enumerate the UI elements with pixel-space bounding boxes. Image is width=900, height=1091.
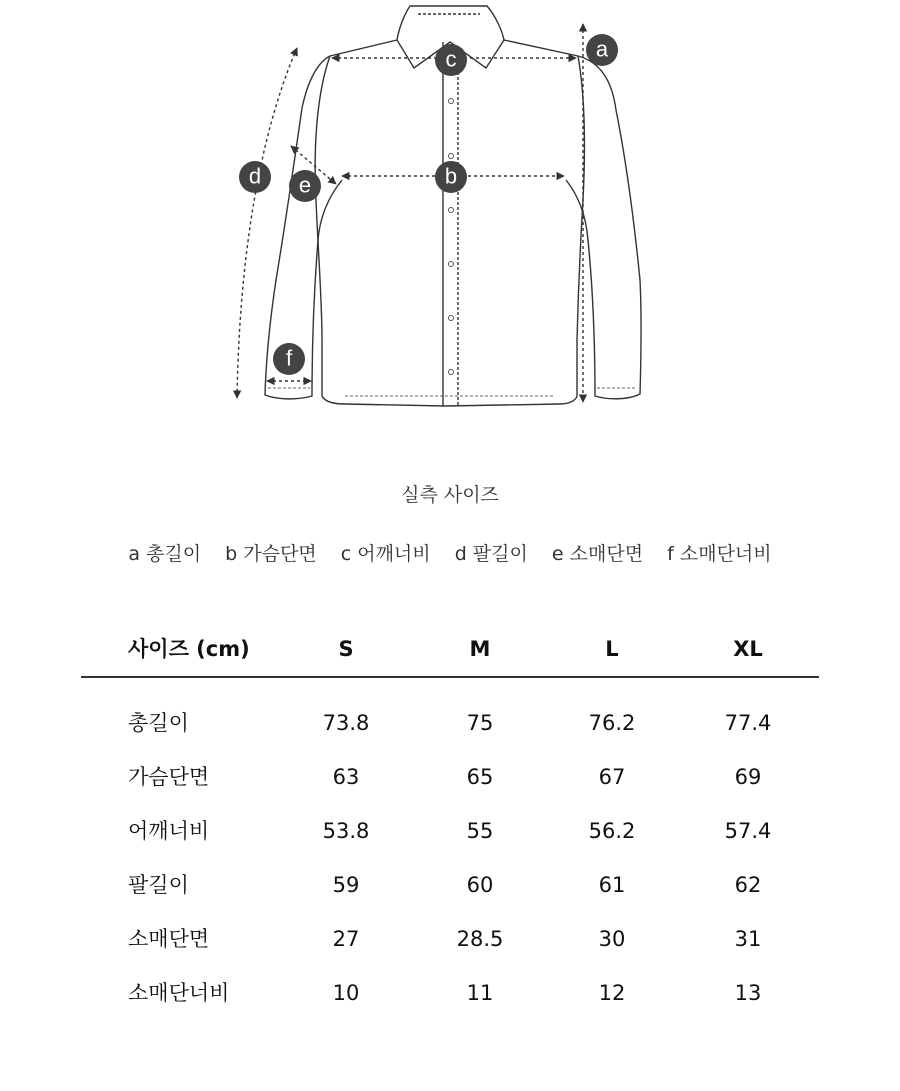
legend-label: 소매단면 <box>569 543 644 565</box>
legend-item-f <box>667 543 772 565</box>
cell-s: 59 <box>332 873 360 897</box>
row-label: 가슴단면 <box>128 765 210 789</box>
row-label: 총길이 <box>128 711 189 735</box>
marker-c-label: c <box>445 46 457 72</box>
table-header-row <box>81 620 819 678</box>
cell-l: 67 <box>598 765 626 789</box>
cell-xl: 57.4 <box>724 819 772 843</box>
table-row <box>81 696 819 750</box>
cell-m: 55 <box>466 819 494 843</box>
legend-item-e <box>552 543 643 565</box>
legend-label: 가슴단면 <box>243 543 317 565</box>
cell-l: 76.2 <box>588 711 636 735</box>
cell-xl: 62 <box>734 873 762 897</box>
legend-key: f <box>667 543 674 565</box>
size-title: 실측 사이즈 <box>401 484 499 506</box>
cell-l: 56.2 <box>588 819 636 843</box>
cell-l: 61 <box>598 873 626 897</box>
shirt-measurement-diagram <box>0 0 900 420</box>
cell-m: 28.5 <box>456 927 504 951</box>
marker-b-label: b <box>444 163 458 189</box>
legend-label: 어깨너비 <box>357 543 431 565</box>
table-row <box>81 804 819 858</box>
marker-a-label: a <box>595 36 609 62</box>
size-table <box>81 620 819 1020</box>
legend-label: 총길이 <box>146 543 202 565</box>
row-label: 소매단면 <box>128 927 210 951</box>
table-row <box>81 750 819 804</box>
cell-l: 12 <box>598 981 626 1005</box>
cell-s: 27 <box>332 927 360 951</box>
row-label: 소매단너비 <box>128 981 230 1005</box>
cell-s: 63 <box>332 765 360 789</box>
cell-m: 65 <box>466 765 494 789</box>
legend-item-c <box>341 543 431 565</box>
shirt-outline <box>315 56 584 406</box>
cell-xl: 13 <box>734 981 762 1005</box>
marker-e-label: e <box>298 172 312 198</box>
header-size-cm: 사이즈 (cm) <box>128 637 250 661</box>
cell-s: 10 <box>332 981 360 1005</box>
table-row <box>81 966 819 1020</box>
row-label: 어깨너비 <box>128 819 210 843</box>
shirt-illustration <box>0 0 900 420</box>
cell-xl: 69 <box>734 765 762 789</box>
cell-xl: 77.4 <box>724 711 772 735</box>
cell-m: 60 <box>466 873 494 897</box>
legend-item-b <box>225 543 317 565</box>
row-label: 팔길이 <box>128 873 189 897</box>
header-l: L <box>605 637 619 661</box>
cell-s: 73.8 <box>322 711 370 735</box>
table-body <box>81 678 819 1020</box>
legend-key: c <box>340 543 352 565</box>
header-m: M <box>469 637 491 661</box>
cell-s: 53.8 <box>322 819 370 843</box>
legend-item-d <box>455 543 528 565</box>
cell-m: 11 <box>466 981 494 1005</box>
table-row <box>81 912 819 966</box>
legend-label: 팔길이 <box>472 543 528 565</box>
legend-key: e <box>551 543 564 565</box>
table-row <box>81 858 819 912</box>
legend-key: a <box>128 543 140 565</box>
header-xl: XL <box>733 637 763 661</box>
legend-key: b <box>225 543 238 565</box>
marker-d-label: d <box>248 163 262 189</box>
legend-key: d <box>454 543 467 565</box>
cell-m: 75 <box>466 711 494 735</box>
cell-xl: 31 <box>734 927 762 951</box>
cell-l: 30 <box>598 927 626 951</box>
legend-item-a <box>128 543 201 565</box>
header-s: S <box>338 637 354 661</box>
measurement-legend <box>0 539 900 566</box>
legend-label: 소매단너비 <box>679 543 772 565</box>
marker-f-label: f <box>285 345 293 371</box>
